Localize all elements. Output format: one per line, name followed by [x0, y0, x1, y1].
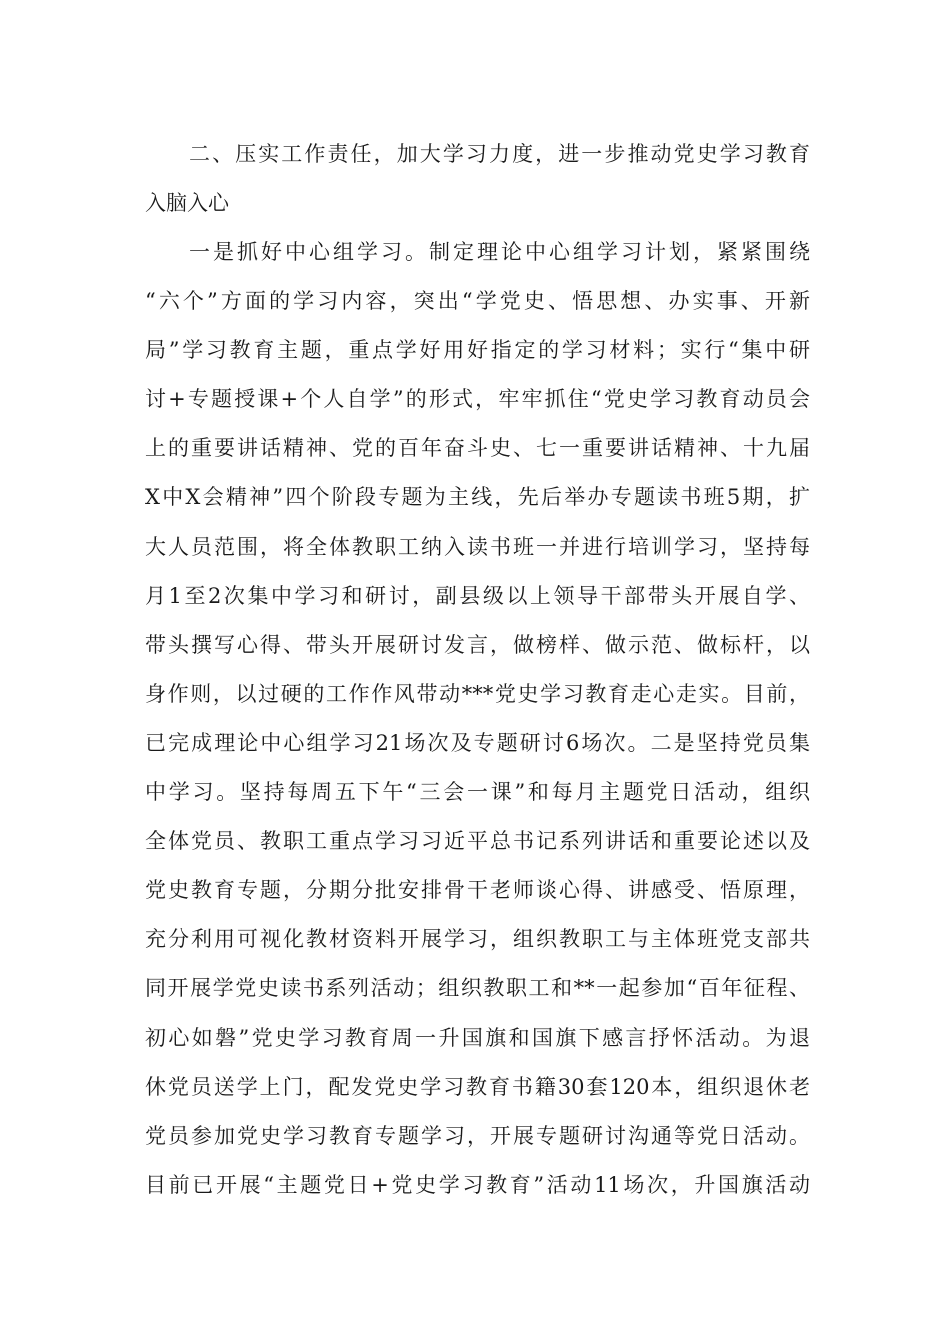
paragraph-line: 已完成理论中心组学习21场次及专题研讨6场次。二是坚持党员集	[145, 730, 810, 755]
paragraph-line: 目前已开展“主题党日+党史学习教育”活动11场次，升国旗活动	[145, 1172, 810, 1197]
paragraph-line: 身作则，以过硬的工作作风带动***党史学习教育走心走实。目前，	[145, 681, 810, 706]
paragraph-line: X中X会精神”四个阶段专题为主线，先后举办专题读书班5期，扩	[145, 485, 810, 510]
paragraph-line: 一是抓好中心组学习。制定理论中心组学习计划，紧紧围绕	[189, 240, 810, 264]
section-heading	[145, 130, 810, 228]
paragraph-line: 局”学习教育主题，重点学好用好指定的学习材料；实行“集中研	[145, 338, 810, 363]
paragraph-line: 中学习。坚持每周五下午“三会一课”和每月主题党日活动，组织	[145, 780, 810, 805]
paragraph-line: 讨+专题授课+个人自学”的形式，牢牢抓住“党史学习教育动员会	[145, 387, 810, 412]
paragraph-line: 党史教育专题，分期分批安排骨干老师谈心得、讲感受、悟原理，	[145, 878, 810, 903]
paragraph-line: 带头撰写心得、带头开展研讨发言，做榜样、做示范、做标杆，以	[145, 632, 810, 657]
paragraph-line: 休党员送学上门，配发党史学习教育书籍30套120本，组织退休老	[145, 1074, 810, 1099]
paragraph-line: 全体党员、教职工重点学习习近平总书记系列讲话和重要论述以及	[145, 829, 810, 854]
heading-line: 二、压实工作责任，加大学习力度，进一步推动党史学习教育	[189, 142, 810, 166]
paragraph-line: 党员参加党史学习教育专题学习，开展专题研讨沟通等党日活动。	[145, 1123, 810, 1148]
paragraph-line: 初心如磐”党史学习教育周一升国旗和国旗下感言抒怀活动。为退	[145, 1025, 810, 1050]
body-paragraph	[145, 228, 810, 1210]
paragraph-line: 上的重要讲话精神、党的百年奋斗史、七一重要讲话精神、十九届	[145, 436, 810, 461]
paragraph-line: 同开展学党史读书系列活动；组织教职工和**一起参加“百年征程、	[145, 976, 810, 1001]
paragraph-line: 月1至2次集中学习和研讨，副县级以上领导干部带头开展自学、	[145, 583, 810, 608]
paragraph-line: 大人员范围，将全体教职工纳入读书班一并进行培训学习，坚持每	[145, 534, 810, 559]
heading-line: 入脑入心	[145, 191, 229, 216]
paragraph-line: “六个”方面的学习内容，突出“学党史、悟思想、办实事、开新	[145, 289, 810, 314]
paragraph-line: 充分利用可视化教材资料开展学习，组织教职工与主体班党支部共	[145, 927, 810, 952]
